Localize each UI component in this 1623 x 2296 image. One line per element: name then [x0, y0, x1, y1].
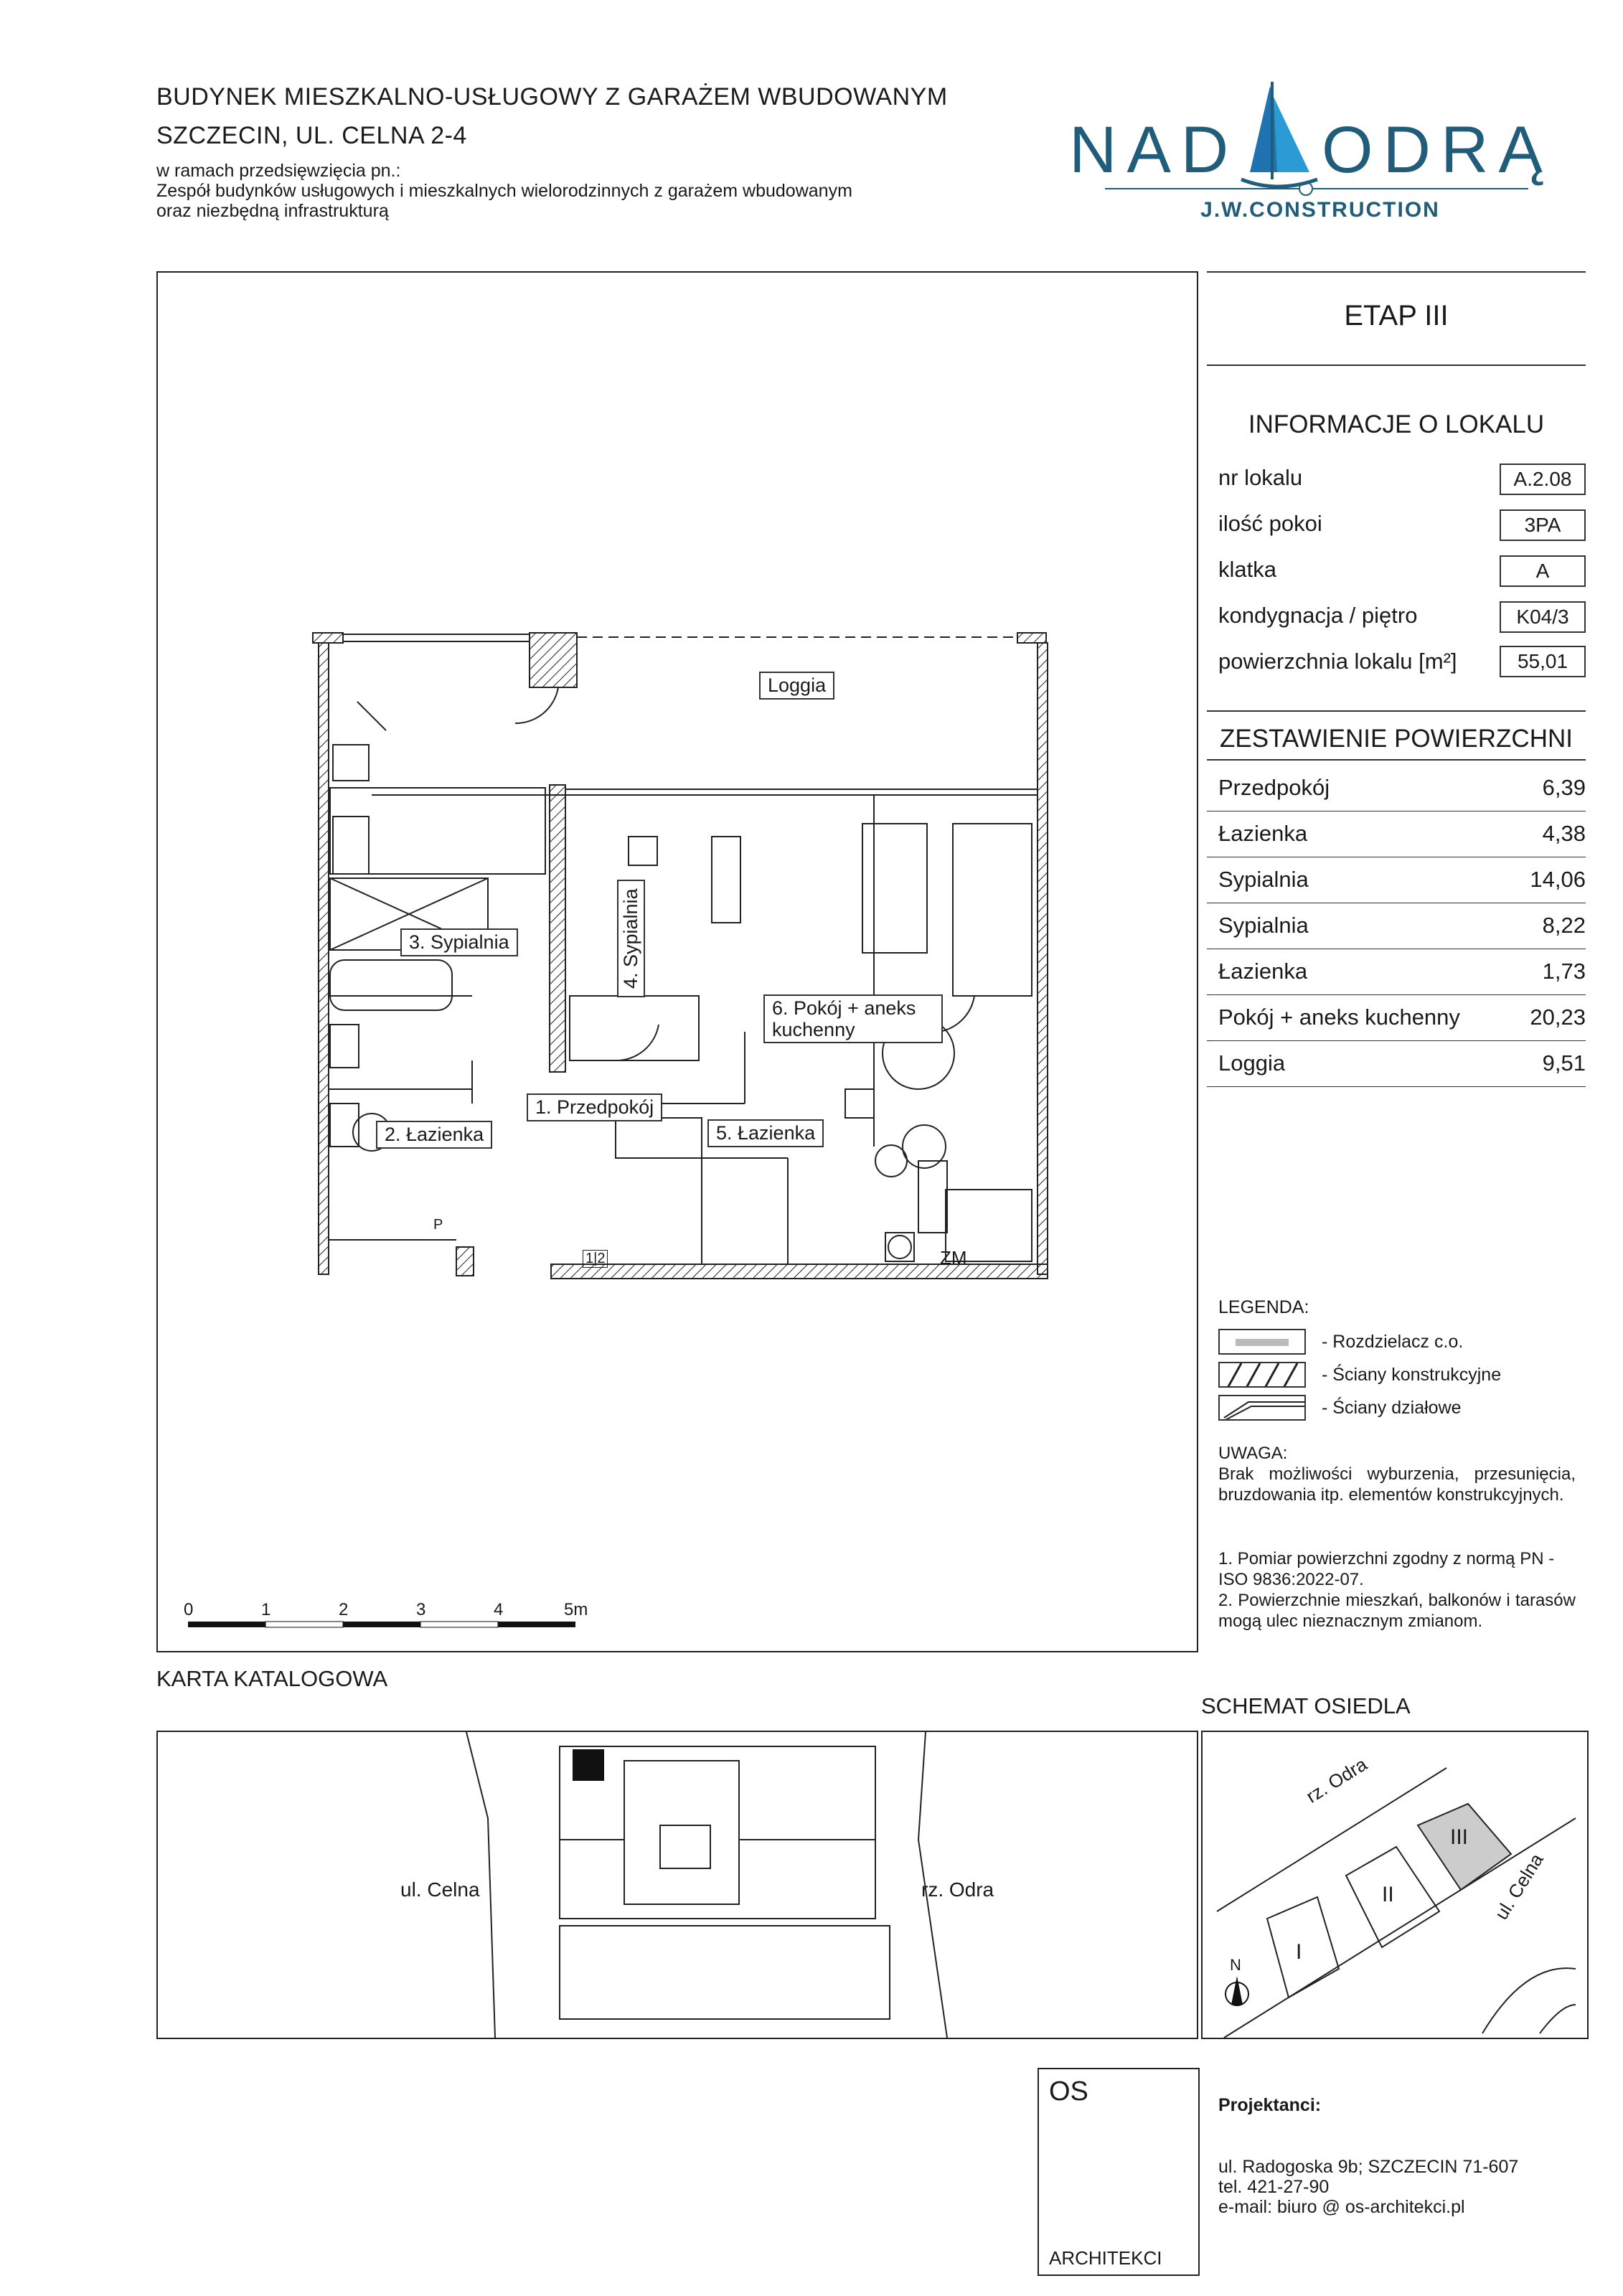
stage-title: ETAP III: [1344, 300, 1449, 331]
legend-item-distributor: - Rozdzielacz c.o.: [1322, 1332, 1464, 1352]
room-label-loggia: Loggia: [759, 672, 834, 700]
architects-logo-top: OS: [1049, 2076, 1088, 2107]
room-label-hall: 1. Przedpokój: [527, 1093, 662, 1121]
architects-logo-bottom: ARCHITEKCI: [1049, 2247, 1162, 2269]
scale-tick-0: 0: [184, 1600, 194, 1619]
catalog-river-odra: rz. Odra: [921, 1878, 994, 1901]
estate-street: ul. Celna: [1490, 1849, 1548, 1924]
info-label-unit: nr lokalu: [1218, 465, 1303, 490]
area-value-0: 6,39: [1542, 775, 1586, 800]
notes-text-1: Brak możliwości wyburzenia, przesunięcia, bruzdowania itp. elementów konstrukcyjnych.: [1218, 1464, 1576, 1505]
area-value-2: 14,06: [1530, 867, 1586, 892]
area-label-6: Loggia: [1218, 1050, 1286, 1076]
info-value-floor: K04/3: [1500, 601, 1586, 633]
structural-wall-swatch-icon: [1218, 1362, 1306, 1388]
svg-text:ODRĄ: ODRĄ: [1322, 113, 1553, 187]
scale-tick-1: 1: [261, 1600, 271, 1619]
architects-logo-box: [1038, 2068, 1200, 2276]
architects-title: Projektanci:: [1218, 2095, 1322, 2115]
area-label-2: Sypialnia: [1218, 867, 1309, 892]
scale-tick-5: 5m: [564, 1600, 588, 1619]
area-value-3: 8,22: [1542, 913, 1586, 938]
room-label-bedroom3: 3. Sypialnia: [400, 928, 518, 956]
info-label-staircase: klatka: [1218, 557, 1276, 582]
p-mark: P: [433, 1217, 443, 1233]
estate-stage-3: III: [1450, 1825, 1469, 1849]
brand-sub: J.W.CONSTRUCTION: [1200, 198, 1440, 222]
area-value-5: 20,23: [1530, 1004, 1586, 1030]
info-title: INFORMACJE O LOKALU: [1248, 410, 1545, 438]
project-sub-2: Zespół budynków usługowych i mieszkalnych wielorodzinnych z garażem wbudowanym: [156, 181, 852, 201]
catalog-street-celna: ul. Celna: [400, 1878, 480, 1901]
catalog-title: KARTA KATALOGOWA: [156, 1666, 388, 1691]
scale-bar: [188, 1622, 575, 1627]
architects-phone: tel. 421-27-90: [1218, 2177, 1330, 2197]
area-value-1: 4,38: [1542, 821, 1586, 846]
site-plan-map: [158, 1732, 1197, 2038]
floor-plan: [156, 271, 1198, 1652]
info-label-area: powierzchnia lokalu [m²]: [1218, 649, 1457, 674]
area-value-6: 9,51: [1542, 1050, 1586, 1076]
estate-north: N: [1230, 1956, 1241, 1974]
architects-address: ul. Radogoska 9b; SZCZECIN 71-607: [1218, 2157, 1519, 2177]
project-sub-3: oraz niezbędną infrastrukturą: [156, 201, 389, 221]
room-label-bath5: 5. Łazienka: [707, 1119, 824, 1147]
brand-logo: [1062, 72, 1593, 237]
info-value-staircase: A: [1500, 555, 1586, 587]
area-label-0: Przedpokój: [1218, 775, 1330, 800]
scale-tick-3: 3: [416, 1600, 426, 1619]
area-label-1: Łazienka: [1218, 821, 1308, 846]
area-value-4: 1,73: [1542, 959, 1586, 984]
svg-text:NAD: NAD: [1069, 113, 1239, 187]
scale-tick-2: 2: [339, 1600, 349, 1619]
project-sub-1: w ramach przedsięwzięcia pn.:: [156, 161, 401, 181]
architects-email[interactable]: e-mail: biuro @ os-architekci.pl: [1218, 2197, 1465, 2217]
estate-stage-2: II: [1382, 1883, 1394, 1906]
project-title: BUDYNEK MIESZKALNO-USŁUGOWY Z GARAŻEM WBUDOWANYM: [156, 83, 948, 110]
room-label-bedroom4: 4. Sypialnia: [617, 880, 645, 997]
catalog-frame: [156, 1731, 1198, 2039]
notes-text-3: 2. Powierzchnie mieszkań, balkonów i tarasów mogą ulec nieznacznym zmianom.: [1218, 1591, 1576, 1631]
areas-title: ZESTAWIENIE POWIERZCHNI: [1220, 725, 1573, 753]
room-label-bath2: 2. Łazienka: [376, 1121, 492, 1149]
room-label-living: 6. Pokój + aneks kuchenny: [763, 994, 943, 1043]
project-address: SZCZECIN, UL. CELNA 2-4: [156, 122, 467, 149]
brand-name: [1062, 115, 1063, 116]
area-label-4: Łazienka: [1218, 959, 1308, 984]
unit-highlight: [573, 1749, 604, 1781]
distributor-swatch-icon: [1218, 1329, 1306, 1355]
legend-item-structural: - Ściany konstrukcyjne: [1322, 1365, 1502, 1385]
area-label-3: Sypialnia: [1218, 913, 1309, 938]
estate-stage-1: I: [1296, 1940, 1302, 1964]
meter-mark: ZM: [940, 1247, 967, 1269]
notes-title: UWAGA:: [1218, 1444, 1288, 1463]
scale-tick-4: 4: [494, 1600, 504, 1619]
compass-arrow-icon: [1231, 1976, 1243, 2005]
notes-text-2: 1. Pomiar powierzchni zgodny z normą PN - ISO 9836:2022-07.: [1218, 1549, 1555, 1589]
partition-wall-swatch-icon: [1218, 1395, 1306, 1421]
info-label-floor: kondygnacja / piętro: [1218, 603, 1418, 628]
info-value-rooms: 3PA: [1500, 509, 1586, 541]
estate-title: SCHEMAT OSIEDLA: [1201, 1693, 1411, 1718]
shaft-mark: 1|2: [583, 1250, 608, 1268]
info-value-area: 55,01: [1500, 646, 1586, 677]
info-value-unit: A.2.08: [1500, 464, 1586, 495]
legend-item-partition: - Ściany działowe: [1322, 1398, 1462, 1418]
estate-river: rz. Odra: [1302, 1753, 1371, 1807]
legend-title: LEGENDA:: [1218, 1297, 1309, 1317]
estate-frame: [1201, 1731, 1589, 2039]
info-label-rooms: ilość pokoi: [1218, 511, 1322, 536]
area-label-5: Pokój + aneks kuchenny: [1218, 1004, 1460, 1030]
